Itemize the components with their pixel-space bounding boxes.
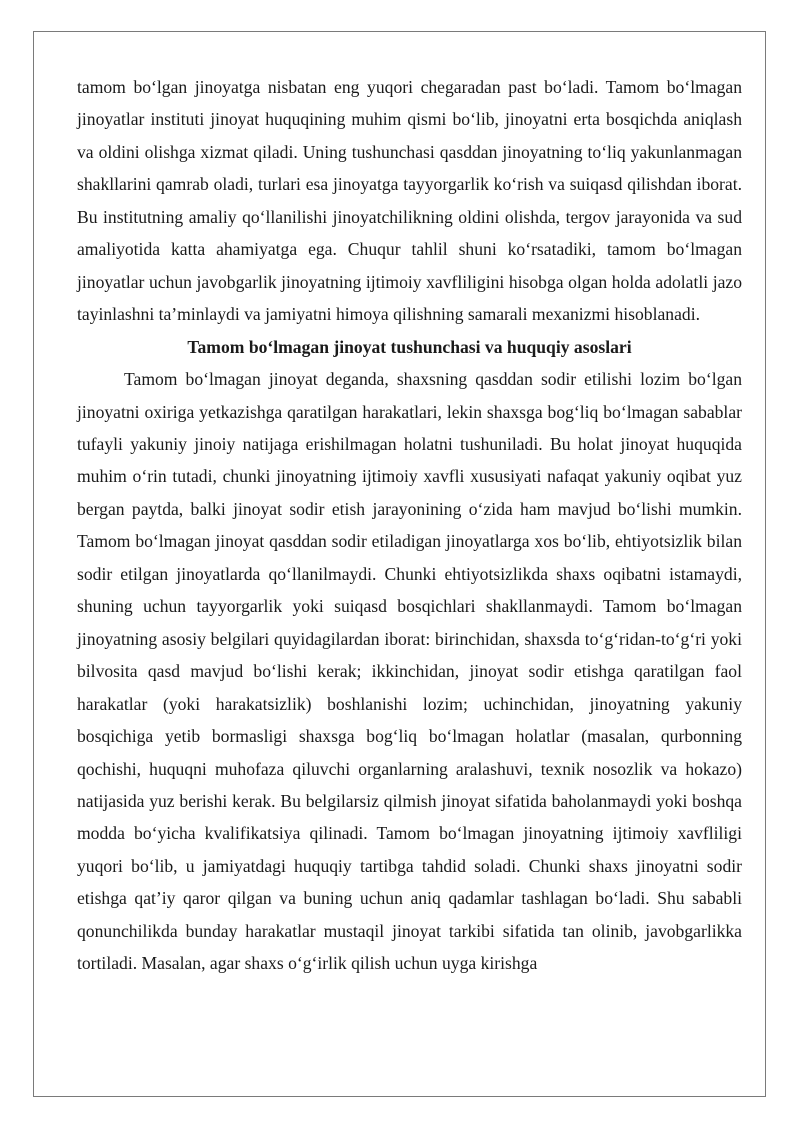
section-heading: Tamom bo‘lmagan jinoyat tushunchasi va huquqiy asoslari <box>187 336 632 357</box>
document-body <box>77 71 742 980</box>
intro-paragraph: tamom bo‘lgan jinoyatga nisbatan eng yuqori chegaradan past bo‘ladi. Tamom bo‘lmagan jinoyatlar instituti jinoyat huquqining muhim qismi bo‘lib, jinoyatni erta bosqichda aniqlash va oldini olishga xizmat qiladi. Uning tushunchasi qasddan jinoyatning to‘liq yakunlanmagan shakllarini qamrab oladi, turlari esa jinoyatga tayyorgarlik ko‘rish va suiqasd qilishdan iborat. Bu institutning amaliy qo‘llanilishi jinoyatchilikning oldini olishda, tergov jarayonida va sud amaliyotida katta ahamiyatga ega. Chuqur tahlil shuni ko‘rsatadiki, tamom bo‘lmagan jinoyatlar uchun javobgarlik jinoyatning ijtimoiy xavfliligini hisobga olgan holda adolatli jazo tayinlashni ta’minlaydi va jamiyatni himoya qilishning samarali mexanizmi hisoblanadi. <box>77 77 742 325</box>
body-paragraph: Tamom bo‘lmagan jinoyat deganda, shaxsning qasddan sodir etilishi lozim bo‘lgan jinoyatni oxiriga yetkazishga qaratilgan harakatlari, lekin shaxsga bog‘liq bo‘lmagan sabablar tufayli yakuniy jinoiy natijaga erishilmagan holatni tushuniladi. Bu holat jinoyat huquqida muhim o‘rin tutadi, chunki jinoyatning ijtimoiy xavfli xususiyati nafaqat yakuniy oqibat yuz bergan paytda, balki jinoyat sodir etish jarayonining o‘zida ham mavjud bo‘lishi mumkin. Tamom bo‘lmagan jinoyat qasddan sodir etiladigan jinoyatlarga xos bo‘lib, ehtiyotsizlik bilan sodir etilgan jinoyatlarda qo‘llanilmaydi. Chunki ehtiyotsizlikda shaxs oqibatni istamaydi, shuning uchun tayyorgarlik yoki suiqasd bosqichlari shakllanmaydi. Tamom bo‘lmagan jinoyatning asosiy belgilari quyidagilardan iborat: birinchidan, shaxsda to‘g‘ridan-to‘g‘ri yoki bilvosita qasd mavjud bo‘lishi kerak; ikkinchidan, jinoyat sodir etishga qaratilgan faol harakatlar (yoki harakatsizlik) boshlanishi lozim; uchinchidan, jinoyatning yakuniy bosqichiga yetib bormasligi shaxsga bog‘liq bo‘lmagan holatlar (masalan, qurbonning qochishi, huquqni muhofaza qiluvchi organlarning aralashuvi, texnik nosozlik va hokazo) natijasida yuz berishi kerak. Bu belgilarsiz qilmish jinoyat sifatida baholanmaydi yoki boshqa modda bo‘yicha kvalifikatsiya qilinadi. Tamom bo‘lmagan jinoyatning ijtimoiy xavfliligi yuqori bo‘lib, u jamiyatdagi huquqiy tartibga tahdid soladi. Chunki shaxs jinoyatni sodir etishga qat’iy qaror qilgan va buning uchun aniq qadamlar tashlagan bo‘ladi. Shu sababli qonunchilikda bunday harakatlar mustaqil jinoyat tarkibi sifatida tan olinib, javobgarlikka tortiladi. Masalan, agar shaxs o‘g‘irlik qilish uchun uyga kirishga <box>77 369 742 974</box>
